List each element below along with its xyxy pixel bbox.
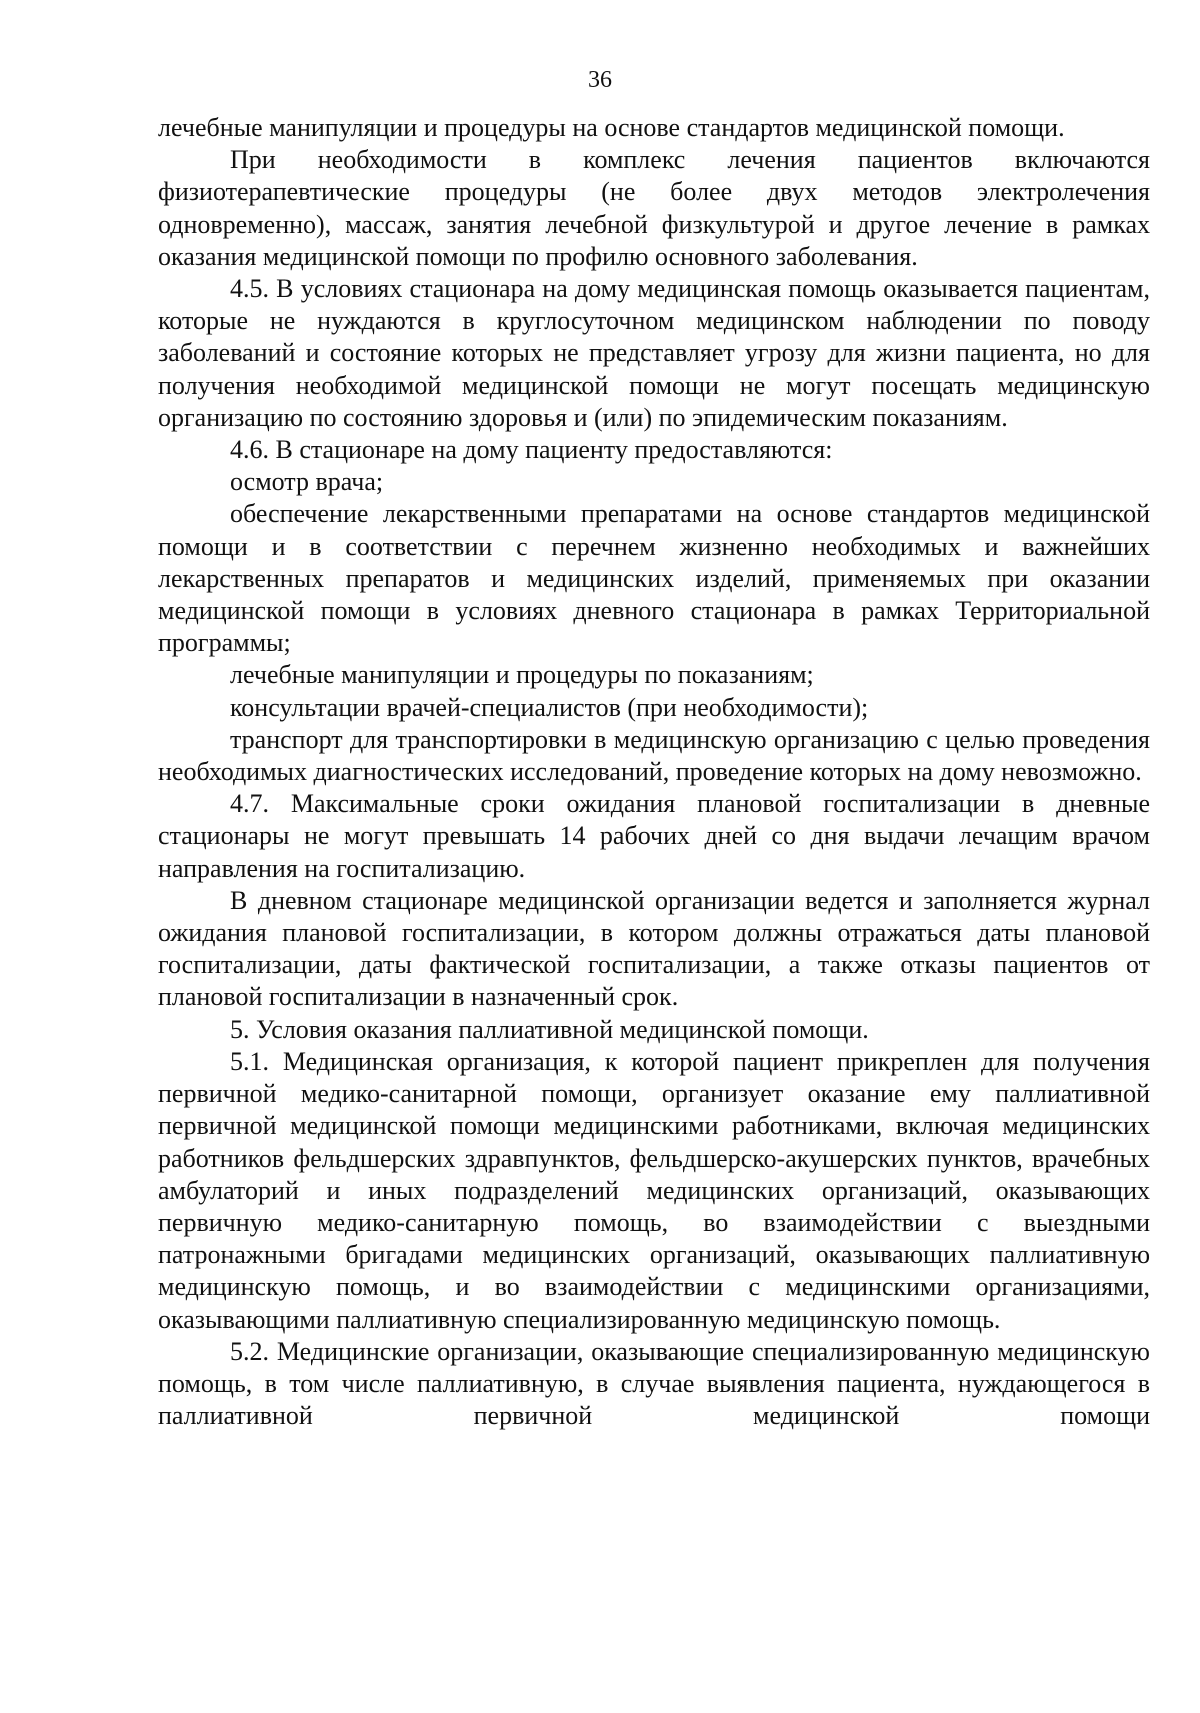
paragraph-continuation: лечебные манипуляции и процедуры на основе стандартов медицинской помощи. [158, 113, 1065, 142]
list-item-procedures: лечебные манипуляции и процедуры по показаниям; [230, 660, 814, 690]
paragraph-physiotherapy: При необходимости в комплекс лечения пациентов включаются физиотерапевтические процедуры (не более двух методов электролечения одновременно), массаж, занятия лечебной физкультурой и другое лечение в рамках оказания медицинской помощи по профилю основного заболевания. [158, 145, 1150, 271]
document-body [158, 112, 1150, 1432]
page-number: 36 [588, 67, 612, 93]
paragraph-4-7: 4.7. Максимальные сроки ожидания плановой госпитализации в дневные стационары не могут превышать 14 рабочих дней со дня выдачи лечащим врачом направления на госпитализацию. [158, 789, 1150, 883]
list-item-doctor-exam: осмотр врача; [230, 467, 384, 497]
section-5-heading: 5. Условия оказания паллиативной медицинской помощи. [230, 1014, 869, 1044]
paragraph-5-2: 5.2. Медицинские организации, оказывающие специализированную медицинскую помощь, в том числе паллиативную, в случае выявления пациента, нуждающегося в паллиативной первичной медицинской помощи [158, 1336, 1150, 1431]
paragraph-4-5: 4.5. В условиях стационара на дому медицинская помощь оказывается пациентам, которые не нуждаются в круглосуточном медицинском наблюдении по поводу заболеваний и состояние которых не представляет угрозу для жизни пациента, но для получения необходимой медицинской помощи не могут посещать медицинскую организацию по состоянию здоровья и (или) по эпидемическим показаниям. [158, 274, 1150, 432]
list-item-consultations: консультации врачей-специалистов (при необходимости); [230, 692, 869, 722]
list-item-medication: обеспечение лекарственными препаратами на основе стандартов медицинской помощи и в соответствии с перечнем жизненно необходимых и важнейших лекарственных препаратов и медицинских изделий, применяемых при оказании медицинской помощи в условиях дневного стационара в рамках Территориальной программы; [158, 499, 1150, 658]
paragraph-waiting-journal: В дневном стационаре медицинской организации ведется и заполняется журнал ожидания плановой госпитализации, в котором должны отражаться даты плановой госпитализации, даты фактической госпитализации, а также отказы пациентов от плановой госпитализации в назначенный срок. [158, 885, 1150, 1012]
list-item-transport: транспорт для транспортировки в медицинскую организацию с целью проведения необходимых диагностических исследований, проведение которых на дому невозможно. [158, 724, 1150, 787]
paragraph-5-1: 5.1. Медицинская организация, к которой пациент прикреплен для получения первичной медико-санитарной помощи, организует оказание ему паллиативной первичной медицинской помощи медицинскими работниками, включая медицинских работников фельдшерских здравпунктов, фельдшерско-акушерских пунктов, врачебных амбулаторий и иных подразделений медицинских организаций, оказывающих первичную медико-санитарную помощь, во взаимодействии с выездными патронажными бригадами медицинских организаций, оказывающих паллиативную медицинскую помощь, и во взаимодействии с медицинскими организациями, оказывающими паллиативную специализированную медицинскую помощь. [158, 1046, 1150, 1334]
paragraph-4-6: 4.6. В стационаре на дому пациенту предоставляются: [230, 435, 833, 465]
